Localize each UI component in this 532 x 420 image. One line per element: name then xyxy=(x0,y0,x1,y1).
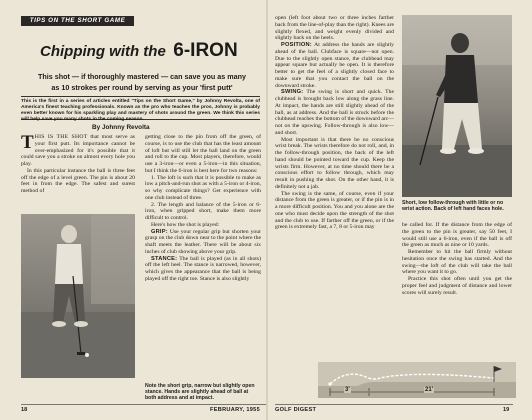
right-photo-caption xyxy=(402,200,512,212)
col1-para-1 xyxy=(21,134,135,168)
col3-para-1: open (left foot about two or three inches farther back from the line-of-play than the right). Knees are slightly flexed, and weight evenly divided and slightly back on the heels. xyxy=(275,15,394,42)
grip-paragraph xyxy=(145,229,261,256)
deck-line-2: as 10 strokes per round by serving as your 'first putt' xyxy=(51,83,233,92)
position-text: At address the hands are slightly ahead of the ball. Clubface is square—not open. Due to the slightly open stance, the clubhead may appear square but actually be open. It is therefore better to get the feel of a slightly closed face to make sure that you contact the ball on the downward stroke. xyxy=(275,42,394,89)
intro-text: This is the first in a series of articles entitled "Tips on the Short Game," by Johnny Revolta, one of America's finest teaching professionals. Known as the pro who teaches the pros, Johnny is probably even better known for his sparkling play and mastery of shots around the green. We think this series will help save you many shots in the coming season. xyxy=(21,99,260,122)
col4-para-1: be called for. If the distance from the edge of the green to the pin is greater, say 50 feet, I would still use a 6-iron, even if the ball is off the green as much as nine or 10 yards. xyxy=(402,222,512,249)
left-column-1 xyxy=(21,134,135,211)
col1-body: that most serve as your first putt. Its importance cannot be over-emphasized for it's possible that it could save you a stroke on almost every hole you play. xyxy=(21,134,135,167)
col3-para-3: The swing is the same, of course, even if your distance from the green is greater, or if the pin is in a more difficult position. You and you alone are the one who must decide upon the strength of the shot and the club to use. If farther off the green, or if the green is extremely fast, a 7, 8 or 5-iron may xyxy=(275,190,394,231)
swing-heading: SWING: xyxy=(281,89,304,96)
right-column-2 xyxy=(402,222,512,362)
col1-lead: HIS IS THE SHOT xyxy=(34,134,88,140)
col4-para-3: Practice this shot often until you get the proper feel and judgment of distance and lower scores will surely result. xyxy=(402,276,512,296)
position-paragraph xyxy=(275,42,394,89)
grip-text: Use your regular grip but shorten your grasp on the club down near to the point where the shaft meets the leather. There will be about six inches of club showing above your grip. xyxy=(145,228,261,255)
page-gutter xyxy=(266,0,268,420)
left-photo-caption xyxy=(145,383,260,401)
byline xyxy=(92,124,150,131)
col1-para-2: In this particular instance the ball is three feet off the edge of a level green. The pin is about 20 feet in from the edge. The safest and surest method of xyxy=(21,167,135,194)
swing-paragraph xyxy=(275,89,394,136)
section-banner xyxy=(21,16,134,26)
position-heading: POSITION: xyxy=(281,42,312,48)
left-column-2 xyxy=(145,134,261,378)
drop-cap: T xyxy=(21,134,34,153)
follow-through-photo xyxy=(402,15,512,197)
col2-para-1: getting close to the pin from off the green, of course, is to use the club that has the least amount of loft but will still let the ball land on the green and roll to the cup. Most players, therefore, would use a 3-iron—or even a 5-iron—in this situation, but I think the 6-iron is best here for two reasons: xyxy=(145,134,261,174)
stance-text: The ball is played (as in all shots) off the left heel. The stance is narrowed, however, which gives the appearance that the ball is being played off the right toe. Stance is also slightly xyxy=(145,255,261,282)
col2-para-4: Here's how the shot is played: xyxy=(151,221,220,228)
right-folio-magazine: GOLF DIGEST xyxy=(275,407,317,413)
golfer-address-illustration xyxy=(21,214,135,378)
deck-line-1: This shot — if thoroughly mastered — can save you as many xyxy=(37,72,247,81)
left-photo-caption-text: Note the short grip, narrow but slightly open stance. Hands are slightly ahead of ball at both address and at impact. xyxy=(145,383,255,402)
byline-text: By Johnny Revolta xyxy=(92,124,150,131)
grip-heading: GRIP: xyxy=(151,228,168,235)
col2-para-2: 1. The loft is such that it is possible to make as low a pitch-and-run shot as with a 5-iron or 4-iron, so why complicate things? Get experience with one club instead of three. xyxy=(145,174,261,201)
col4-para-2: Remember to hit the ball firmly without hesitation once the swing has started. And the swing—the loft of the club will take the ball where you want it to go. xyxy=(402,249,512,276)
distance-label-off-green: 3' xyxy=(345,387,350,393)
stance-heading: STANCE: xyxy=(151,255,178,262)
right-photo-caption-text: Short, low follow-through with little or no wrist action. Back of left hand faces hole. xyxy=(402,200,504,213)
title-prefix: Chipping with the xyxy=(40,43,166,60)
golfer-address-photo xyxy=(21,214,135,378)
article-title xyxy=(40,40,260,62)
article-deck xyxy=(22,71,262,93)
stance-paragraph xyxy=(145,256,261,283)
right-column-1 xyxy=(275,15,394,387)
title-club: 6-IRON xyxy=(173,40,238,61)
shot-diagram xyxy=(318,362,516,398)
follow-through-illustration xyxy=(402,15,512,197)
left-folio-date: FEBRUARY, 1955 xyxy=(210,407,261,413)
left-page-number: 18 xyxy=(21,407,28,413)
section-banner-text: TIPS ON THE SHORT GAME xyxy=(29,17,126,24)
distance-label-to-pin: 21' xyxy=(425,387,434,393)
col2-para-3: 2. The length and balance of the 5-iron or 6-iron, when gripped short, make them more difficult to control. xyxy=(145,201,261,221)
swing-text: The swing is short and quick. The clubhead is brought back low along the grass line. At impact, the hands are still slightly ahead of the ball, as at address. And the ball is struck before the clubhead reaches the bottom of the downward arc—not on the upswing. Follow-through is also low—and short. xyxy=(275,89,394,136)
intro-box xyxy=(21,96,260,120)
col3-para-2: Most important is that there be no conscious wrist break. The wrists therefore do not roll, and, in the follow-through position, the back of the left hand should be pointed toward the cup. Keep the wrists firm. However, at no time should there be a conscious effort to follow through, which may result in pushing the shot. On the other hand, it is definitely not a jab. xyxy=(275,136,394,190)
right-page-number: 19 xyxy=(503,407,510,413)
